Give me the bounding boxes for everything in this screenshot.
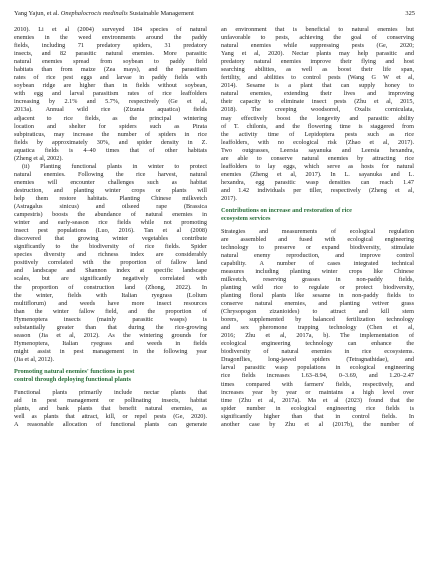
body-text-line: ecological engineering technology can enhance the: [221, 340, 414, 348]
left-column: [14, 26, 207, 429]
body-text-line: positively correlated with the proportion of fallow land: [14, 259, 207, 267]
body-text-line: Functional plants primarily include nectar plants that: [14, 388, 207, 396]
body-text-line: substantially greater than that during the rice-growing: [14, 323, 207, 331]
body-text-line: leaffolders to lay eggs, which serve as hosts for natural: [221, 162, 414, 170]
header-authors: Yang Yajun, et al.: [14, 10, 60, 17]
body-text-line: larval parasitic wasp populations in ecological engineering: [221, 364, 414, 372]
body-text-line: habitats than from maize (Zea mays), and the parasitism: [14, 66, 207, 74]
body-text-line: subpiraticus, may increase the number of spiders in rice: [14, 130, 207, 138]
body-text-line: natural enemies spread from soybean to paddy field: [14, 58, 207, 66]
body-text-line: an environment that is beneficial to natural enemies but: [221, 26, 414, 33]
body-text-line: leaffolders, with no ecological risk (Zhao et al, 2017).: [221, 138, 414, 146]
body-text-line: 2010). Li et al (2004) surveyed 184 species of natural: [14, 26, 207, 33]
body-text-line: and sex pheromone trapping technology (Chen et al,: [221, 324, 414, 332]
body-text-line: are able to conserve natural enemies by attracting rice: [221, 154, 414, 162]
body-text-line: the winter, fields with Italian ryegrass (Lolium: [14, 291, 207, 299]
body-text-line: technology to preserve or expand biodiversity, stimulate: [221, 243, 414, 251]
section-heading-line: Contributions on increase and restoration of rice: [221, 207, 352, 215]
body-text-line: enemies will encounter challenges such as habitat: [14, 178, 207, 186]
body-text-line: aquatica fields is 4–40 times that of other habitats: [14, 146, 207, 154]
body-text-line: capability. A number of cases integrated technical: [221, 259, 414, 267]
body-text-line: natural enemies. Following the rice harvest, natural: [14, 170, 207, 178]
body-text-line: Hymenoptera, Italian ryegrass and weeds in fields: [14, 339, 207, 347]
body-text-line: 2016; Zhu et al, 2017a, b). The implementation of: [221, 332, 414, 340]
body-text-line: insect pest populations (Luo, 2016). Tan et al (2008): [14, 227, 207, 235]
body-text-line: Strategies and measurements of ecological regulation: [221, 227, 414, 235]
body-text-line: and 1.42 individuals per tiller, respectively (Zheng et al,: [221, 186, 414, 194]
header-journal-suffix: Sustainable Management: [129, 10, 194, 17]
section-heading-line: ecosystem services: [221, 215, 271, 223]
body-text-line: (Jia et al, 2012).: [14, 355, 55, 363]
body-text-line: (ii) Planting functional plants in winter to protect: [22, 162, 207, 170]
body-text-line: 2013a). Annual wild rice (Zizania aquatica) fields: [14, 106, 207, 114]
body-text-line: might assist in pest management in the following year: [14, 347, 207, 355]
body-text-line: discovered that growing winter vegetables contribute: [14, 235, 207, 243]
body-text-line: 2017).: [221, 194, 237, 202]
body-text-line: and landscape and Shannon index at specific landscape: [14, 267, 207, 275]
body-text-line: winter and early-season rice fields while not promoting: [14, 219, 207, 227]
body-text-line: significantly to the biodiversity of rice fields. Spider: [14, 243, 207, 251]
body-text-line: rice fields increases 1.63–8.94, 0–3.69, and 1.20–2.47: [221, 372, 414, 380]
body-text-line: Yang et al, 2020). Nectar plants may help parasitic and: [221, 50, 414, 58]
body-text-line: increases year by year or maintains a high level over: [221, 388, 414, 396]
body-text-line: (Chrysopogon zizanioides) to attract and kill stem: [221, 308, 414, 316]
section-heading-line: Promoting natural enemies' functions in pest: [14, 367, 135, 375]
body-text-line: searching abilities, as well as boost their life span,: [221, 66, 414, 74]
body-text-line: of T. chilonis, and the flowering time is staggered from: [221, 122, 414, 130]
body-text-line: Dragonflies, long-jawed spiders (Tetragnathidae), and: [221, 356, 414, 364]
body-text-line: their capacity to eliminate insect pests (Zhu et al, 2015,: [221, 98, 414, 106]
body-text-line: 2018). The creeping woodsorrel, Oxalis corniculata,: [221, 106, 414, 114]
body-text-line: are assembled and fused with ecological engineering: [221, 235, 414, 243]
body-text-line: planting floral plants like sesame in non-paddy fields to: [221, 292, 414, 299]
body-text-line: unfavorable to pests, achieving the goal of conserving: [221, 34, 414, 42]
body-text-line: (Astragalus sinicus) and oilseed rape (Brassica: [14, 203, 207, 211]
body-text-line: planting wild rice to regulate or protect biodiversity,: [221, 283, 414, 291]
header-left: [14, 8, 194, 20]
body-text-line: hexandra, egg parasitic wasp densities can reach 1.47: [221, 178, 414, 186]
body-text-line: time (Zhu et al, 2017a). Ma et al (2023) found that the: [221, 396, 414, 404]
body-text-line: times compared with farmers' fields, respectively, and: [221, 380, 414, 388]
body-text-line: insects, and 82 parasitic natural enemies. More parasitic: [14, 50, 207, 58]
right-column: [221, 26, 414, 429]
running-header: [14, 8, 415, 20]
body-text-line: plants, and bank plants that benefit natural enemies, as: [14, 404, 207, 412]
body-text-line: another case by Zhu et al (2017b), the number of: [221, 420, 414, 428]
body-text-line: rates of rice pest eggs and larvae in paddy fields with: [14, 74, 207, 82]
body-text-line: Hymenoptera insects (mainly parasitic wasps) is: [14, 315, 207, 323]
body-text-line: significantly higher than that in control fields. In: [221, 412, 414, 420]
body-text-line: measures including planting winter crops like Chinese: [221, 267, 414, 275]
body-text-line: biodiversity of natural enemies in rice ecosystems.: [221, 348, 414, 356]
header-journal-italic: Onephalocrocis medinalis: [60, 10, 128, 17]
body-text-line: fields, including 71 predatory spiders, 31 predatory: [14, 42, 207, 50]
body-text-line: borers, supplemented by balanced fertilization technology: [221, 316, 414, 324]
body-text-line: with egg and larval parasitism rates of rice leaffolders: [14, 90, 207, 98]
body-text-line: destruction, and planting winter crops or plants will: [14, 186, 207, 194]
body-text-line: the proportion of construction land (Zhong, 2022). In: [14, 283, 207, 291]
body-text-line: location and shelter for spiders such as Pirata: [14, 122, 207, 130]
body-text-line: soybean ridge are higher than in fields without soybean,: [14, 82, 207, 90]
body-text-line: species diversity and richness index are considerably: [14, 251, 207, 259]
body-text-line: natural enemies while suppressing pests (Ge, 2020;: [221, 42, 414, 50]
body-text-line: 2014). Sesame is a plant that can supply honey to: [221, 82, 414, 90]
body-text-line: enemies in the weed environments around the paddy: [14, 34, 207, 42]
body-text-line: help them restore habitats. Planting Chinese milkvetch: [14, 194, 207, 202]
body-text-line: well as plants that attract, kill, or repel pests (Ge, 2020).: [14, 412, 207, 420]
body-text-line: Two outgrasses, Leersia sayanuka and Leersia hexandra,: [221, 146, 414, 154]
body-text-line: increasing by 2.1% and 5.7%, respectively (Ge et al,: [14, 98, 207, 106]
body-text-line: than the winter fallow field, and the proportion of: [14, 307, 207, 315]
body-text-line: multiflorum) and weeds have more insect resources: [14, 299, 207, 307]
body-text-line: A reasonable allocation of functional plants can generate: [14, 420, 207, 428]
body-text-line: milkvetch, reserving grasses in non-paddy fields,: [221, 275, 414, 283]
body-text-line: spider number in ecological engineering rice fields is: [221, 404, 414, 412]
body-text-line: natural enemy reproduction, and improve control: [221, 251, 414, 259]
body-text-line: conserve natural enemies, and planting vetiver grass: [221, 300, 414, 308]
body-text-line: the activity time of Lepidoptera pests such as rice: [221, 130, 414, 138]
body-text-line: fertility, and abilities to control pests (Wang G W et al,: [221, 74, 414, 82]
body-text-line: enemies (Zheng et al, 2017). In L. sayanuka and L.: [221, 170, 414, 178]
body-text-line: (Zheng et al, 2002).: [14, 154, 63, 162]
body-text-line: natural enemies, extending their lives and improving: [221, 90, 414, 98]
body-text-line: campestris) boosts the abundance of natural enemies in: [14, 211, 207, 219]
body-text-line: may effectively boost the longevity and parasitic ability: [221, 114, 414, 122]
body-text-line: fields by approximately 30%, and spider density in Z.: [14, 138, 207, 146]
body-text-line: aid in pest management or pollinating insects, habitat: [14, 396, 207, 404]
body-text-line: scales, but are significantly negatively correlated with: [14, 275, 207, 283]
page-number: 325: [405, 10, 415, 17]
section-heading-line: control through deploying functional plants: [14, 376, 131, 384]
body-text-line: adjacent to rice fields, as the principal wintering: [14, 114, 207, 122]
body-text-line: predatory natural enemies improve their flying and host: [221, 58, 414, 66]
body-text-line: season (Jia et al, 2012). As the wintering grounds for: [14, 331, 207, 339]
